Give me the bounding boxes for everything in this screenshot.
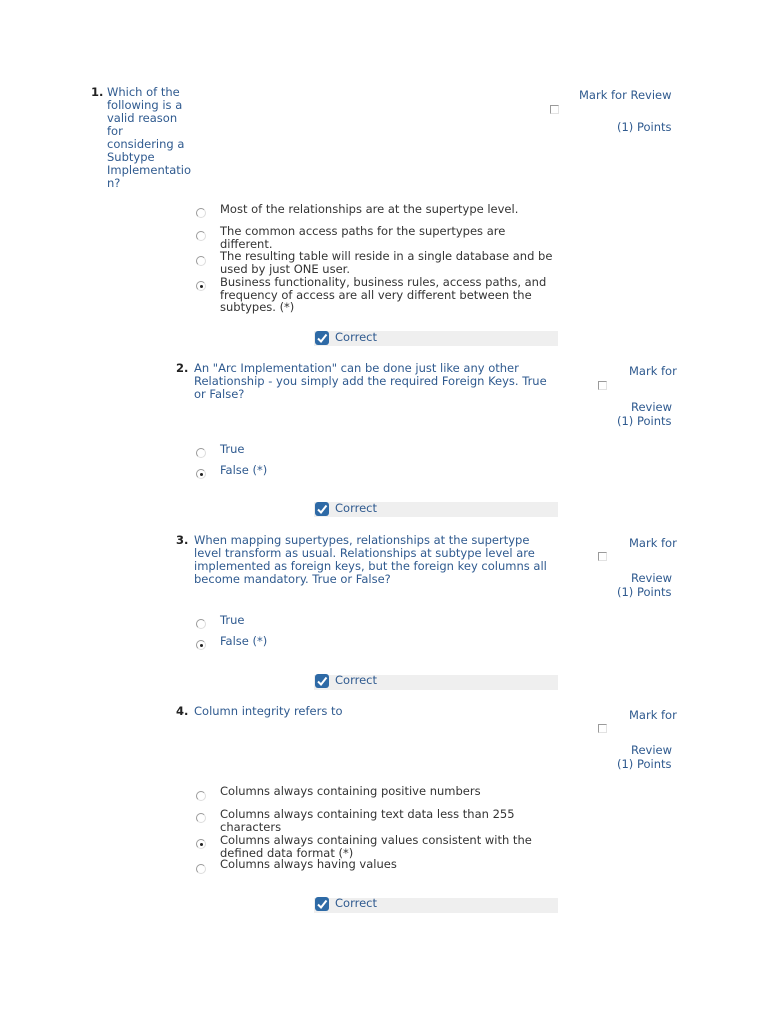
answer-radio-selected[interactable] (196, 281, 206, 291)
points-label: (1) Points (617, 414, 672, 428)
question-number: 2. (176, 361, 189, 375)
answer-text: True (220, 613, 245, 627)
mark-for-label: Mark for (629, 708, 677, 722)
question-text-line: n? (107, 176, 121, 190)
answer-radio[interactable] (196, 208, 206, 218)
review-label: Review (631, 571, 673, 585)
answer-text: Columns always containing values consistent with the (220, 833, 532, 847)
question-text-line: level transform as usual. Relationships at subtype level are (194, 546, 535, 560)
answer-radio[interactable] (196, 864, 206, 874)
question-text-line: or False? (194, 387, 245, 401)
question-text-line: Column integrity refers to (194, 704, 343, 718)
answer-radio-selected[interactable] (196, 640, 206, 650)
question-text-line: considering a (107, 137, 185, 151)
question-number: 1. (91, 85, 104, 99)
answer-option[interactable] (220, 808, 515, 833)
answer-text: Business functionality, business rules, access paths, and (220, 275, 547, 289)
answer-text: False (*) (220, 463, 268, 477)
mark-for-review-checkbox[interactable] (550, 105, 559, 114)
question-text (194, 362, 547, 401)
answer-radio[interactable] (196, 813, 206, 823)
question-text-line: When mapping supertypes, relationships at the supertype (194, 533, 530, 547)
points-label: (1) Points (617, 120, 672, 134)
answer-text: True (220, 442, 245, 456)
answer-text: Columns always having values (220, 857, 397, 871)
answer-text: frequency of access are all very different between the (220, 287, 532, 302)
correct-label: Correct (335, 673, 377, 687)
answer-radio[interactable] (196, 231, 206, 241)
question-number: 4. (176, 704, 189, 718)
answer-text: False (*) (220, 634, 268, 648)
answer-option[interactable] (220, 464, 267, 477)
answer-option[interactable] (220, 834, 532, 859)
review-label: Review (631, 400, 673, 414)
answer-radio[interactable] (196, 619, 206, 629)
mark-for-review-checkbox[interactable] (598, 552, 607, 561)
answer-option[interactable] (220, 225, 505, 250)
answer-option[interactable] (220, 250, 552, 275)
question-text-line: Which of the (107, 85, 180, 99)
points-label: (1) Points (617, 585, 672, 599)
answer-radio[interactable] (196, 256, 206, 266)
answer-radio-selected[interactable] (196, 839, 206, 849)
question-text-line: Subtype (107, 150, 155, 164)
answer-text: The resulting table will reside in a single database and be (220, 249, 553, 263)
correct-label: Correct (335, 501, 377, 515)
answer-text: characters (220, 819, 282, 834)
answer-option[interactable] (220, 635, 267, 648)
answer-option[interactable] (220, 858, 397, 871)
correct-label: Correct (335, 896, 377, 910)
answer-text: Most of the relationships are at the supertype level. (220, 202, 519, 216)
question-text (107, 86, 197, 190)
answer-option[interactable] (220, 443, 244, 456)
answer-radio[interactable] (196, 791, 206, 801)
question-text-line: valid reason (107, 111, 178, 125)
answer-text: subtypes. (*) (220, 300, 295, 314)
checkmark-icon (315, 897, 329, 911)
question-text (194, 534, 547, 586)
review-label: Review (631, 743, 673, 757)
answer-radio-selected[interactable] (196, 469, 206, 479)
answer-option[interactable] (220, 785, 481, 798)
question-text-line: Implementatio (107, 163, 192, 177)
checkmark-icon (315, 502, 329, 516)
question-text-line: following is a (107, 98, 183, 112)
mark-for-label: Mark for (629, 364, 677, 378)
answer-text: defined data format (*) (220, 845, 354, 860)
answer-text: The common access paths for the supertypes are (220, 224, 506, 238)
question-text-line: implemented as foreign keys, but the foreign key columns all (194, 559, 547, 573)
answer-text: Columns always containing text data less than 255 (220, 807, 515, 821)
question-text-line: Relationship - you simply add the required Foreign Keys. True (194, 374, 547, 388)
question-text-line: for (107, 124, 123, 138)
answer-option[interactable] (220, 203, 518, 216)
mark-for-review-checkbox[interactable] (598, 381, 607, 390)
question-text-line: become mandatory. True or False? (194, 572, 391, 586)
question-number: 3. (176, 533, 189, 547)
mark-for-review-label: Mark for Review (579, 88, 672, 102)
answer-text: used by just ONE user. (220, 261, 350, 276)
answer-text: different. (220, 236, 273, 251)
mark-for-label: Mark for (629, 536, 677, 550)
points-label: (1) Points (617, 757, 672, 771)
mark-for-review-checkbox[interactable] (598, 724, 607, 733)
question-text-line: An "Arc Implementation" can be done just like any other (194, 361, 519, 375)
answer-option[interactable] (220, 614, 244, 627)
answer-radio[interactable] (196, 448, 206, 458)
answer-text: Columns always containing positive numbers (220, 784, 481, 798)
checkmark-icon (315, 331, 329, 345)
checkmark-icon (315, 674, 329, 688)
answer-option[interactable] (220, 276, 546, 314)
question-text (194, 705, 343, 718)
correct-label: Correct (335, 330, 377, 344)
